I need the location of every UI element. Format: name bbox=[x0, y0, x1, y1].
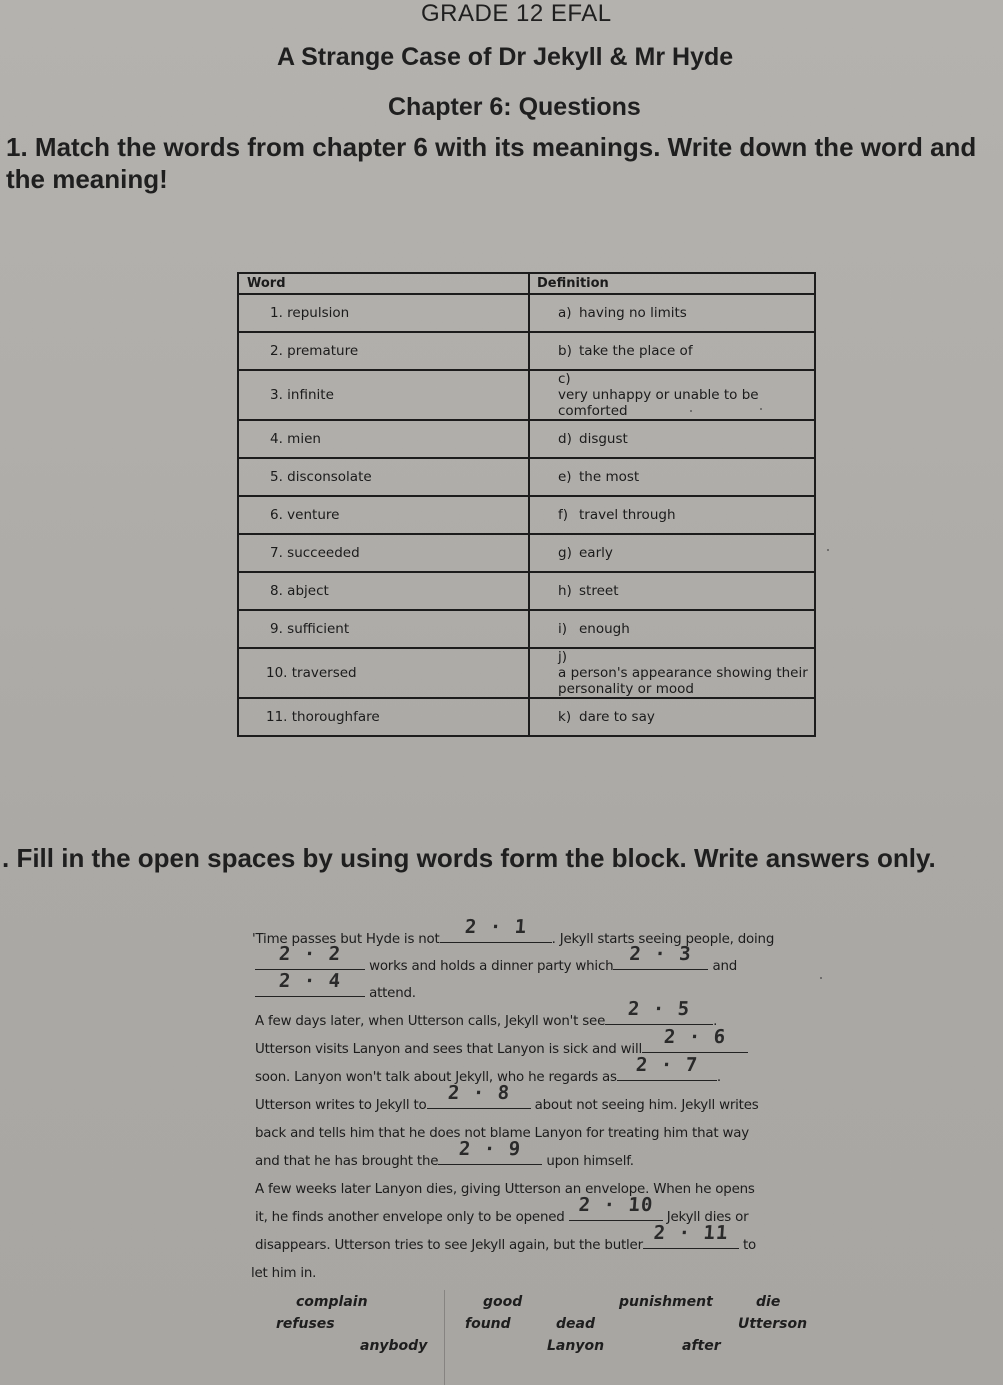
answer-blank-7[interactable] bbox=[617, 1054, 717, 1081]
definition-cell bbox=[529, 610, 815, 648]
table-row bbox=[238, 294, 815, 332]
definition-cell bbox=[529, 458, 815, 496]
handwritten-answer: 2 · 11 bbox=[652, 1222, 729, 1244]
passage-line bbox=[251, 1262, 316, 1286]
definition-label: a) bbox=[558, 305, 572, 321]
paper-speck bbox=[827, 549, 829, 551]
paper-fold-line bbox=[444, 1290, 445, 1385]
passage-text: it, he finds another envelope only to be opened bbox=[255, 1210, 565, 1225]
definition-label: h) bbox=[558, 583, 572, 599]
table-row bbox=[238, 698, 815, 736]
passage-text: attend. bbox=[369, 986, 416, 1001]
table-row bbox=[238, 534, 815, 572]
definition-text: early bbox=[579, 545, 613, 561]
word-cell: 2. premature bbox=[238, 332, 529, 370]
vocabulary-table bbox=[237, 272, 816, 737]
definition-label: k) bbox=[558, 709, 572, 725]
paper-speck bbox=[690, 410, 692, 412]
word-cell: 9. sufficient bbox=[238, 610, 529, 648]
word-cell: 7. succeeded bbox=[238, 534, 529, 572]
definition-text: travel through bbox=[579, 507, 676, 523]
word-bank-item: found bbox=[465, 1316, 511, 1332]
word-bank-item: dead bbox=[556, 1316, 595, 1332]
table-row bbox=[238, 610, 815, 648]
definition-label: e) bbox=[558, 469, 572, 485]
definition-text: having no limits bbox=[579, 305, 687, 321]
table-row bbox=[238, 648, 815, 698]
passage-text: Utterson visits Lanyon and sees that Lanyon is sick and will bbox=[255, 1042, 642, 1057]
definition-column-header: Definition bbox=[529, 273, 815, 294]
definition-cell bbox=[529, 534, 815, 572]
word-cell: 3. infinite bbox=[238, 370, 529, 420]
definition-label: g) bbox=[558, 545, 572, 561]
definition-label: c) bbox=[558, 371, 571, 387]
definition-label: i) bbox=[558, 621, 568, 637]
passage-line bbox=[255, 1178, 755, 1202]
word-cell: 11. thoroughfare bbox=[238, 698, 529, 736]
handwritten-answer: 2 · 8 bbox=[446, 1082, 511, 1104]
word-bank-item: good bbox=[483, 1294, 523, 1310]
grade-heading: GRADE 12 EFAL bbox=[421, 0, 612, 27]
question-2-instruction: . Fill in the open spaces by using words form the block. Write answers only. bbox=[2, 843, 936, 873]
answer-blank-8[interactable] bbox=[427, 1082, 531, 1109]
passage-text: disappears. Utterson tries to see Jekyll again, but the butler bbox=[255, 1238, 643, 1253]
table-header-row bbox=[238, 273, 815, 294]
passage-line bbox=[255, 1082, 759, 1118]
definition-text: disgust bbox=[579, 431, 628, 447]
answer-blank-9[interactable] bbox=[438, 1138, 542, 1165]
handwritten-answer: 2 · 2 bbox=[278, 943, 342, 965]
definition-cell bbox=[529, 698, 815, 736]
table-row bbox=[238, 458, 815, 496]
answer-blank-6[interactable] bbox=[642, 1026, 748, 1053]
word-bank-item: die bbox=[756, 1294, 781, 1310]
definition-text: enough bbox=[579, 621, 630, 637]
passage-text: and that he has brought the bbox=[255, 1154, 439, 1169]
handwritten-answer: 2 · 4 bbox=[278, 970, 342, 992]
table-row bbox=[238, 496, 815, 534]
passage-line bbox=[255, 1222, 757, 1258]
definition-text: dare to say bbox=[579, 709, 655, 725]
word-bank-item: anybody bbox=[360, 1338, 428, 1354]
handwritten-answer: 2 · 6 bbox=[663, 1026, 727, 1048]
passage-text: . Jekyll starts seeing people, doing bbox=[551, 932, 775, 947]
passage-text: upon himself. bbox=[546, 1154, 634, 1169]
passage-text: let him in. bbox=[251, 1266, 317, 1281]
word-bank-item: punishment bbox=[619, 1294, 713, 1310]
definition-cell bbox=[529, 294, 815, 332]
definition-label: b) bbox=[558, 343, 572, 359]
answer-blank-5[interactable] bbox=[605, 998, 713, 1025]
passage-text: A few weeks later Lanyon dies, giving Utterson an envelope. When he opens bbox=[255, 1182, 755, 1197]
definition-label: d) bbox=[558, 431, 572, 447]
definition-cell bbox=[529, 332, 815, 370]
definition-cell bbox=[529, 572, 815, 610]
handwritten-answer: 2 · 7 bbox=[634, 1054, 699, 1076]
definition-text: a person's appearance showing their personality or mood bbox=[558, 665, 808, 697]
answer-blank-4[interactable] bbox=[255, 970, 365, 997]
word-cell: 10. traversed bbox=[238, 648, 529, 698]
definition-text: street bbox=[579, 583, 619, 599]
word-cell: 4. mien bbox=[238, 420, 529, 458]
table-row bbox=[238, 332, 815, 370]
passage-text: and bbox=[712, 959, 738, 974]
word-bank-item: after bbox=[682, 1338, 721, 1354]
handwritten-answer: 2 · 10 bbox=[577, 1194, 654, 1216]
passage-text: about not seeing him. Jekyll writes bbox=[534, 1098, 759, 1113]
passage-text: . bbox=[716, 1070, 721, 1085]
word-bank-item: Utterson bbox=[738, 1316, 808, 1332]
definition-cell bbox=[529, 496, 815, 534]
passage-line bbox=[255, 970, 416, 1006]
passage-text: soon. Lanyon won't talk about Jekyll, who he regards as bbox=[255, 1070, 617, 1085]
document-title: A Strange Case of Dr Jekyll & Mr Hyde bbox=[277, 43, 734, 71]
chapter-heading: Chapter 6: Questions bbox=[388, 93, 641, 121]
definition-cell bbox=[529, 648, 815, 698]
handwritten-answer: 2 · 1 bbox=[463, 916, 528, 938]
passage-text: Jekyll dies or bbox=[666, 1210, 749, 1225]
handwritten-answer: 2 · 5 bbox=[627, 998, 691, 1020]
word-bank-item: refuses bbox=[276, 1316, 335, 1332]
passage-text: A few days later, when Utterson calls, Jekyll won't see bbox=[255, 1014, 606, 1029]
paper-speck bbox=[760, 408, 762, 410]
passage-text: Utterson writes to Jekyll to bbox=[255, 1098, 427, 1113]
definition-text: take the place of bbox=[579, 343, 693, 359]
passage-line bbox=[255, 1138, 634, 1174]
definition-text: the most bbox=[579, 469, 640, 485]
answer-blank-3[interactable] bbox=[613, 943, 708, 970]
handwritten-answer: 2 · 9 bbox=[458, 1138, 523, 1160]
table-row bbox=[238, 572, 815, 610]
passage-text: to bbox=[742, 1238, 757, 1253]
paper-speck bbox=[820, 977, 822, 979]
table-row bbox=[238, 420, 815, 458]
word-bank-item: complain bbox=[296, 1294, 368, 1310]
table-row bbox=[238, 370, 815, 420]
handwritten-answer: 2 · 3 bbox=[629, 943, 693, 965]
passage-text: . bbox=[713, 1014, 718, 1029]
definition-label: f) bbox=[558, 507, 569, 523]
definition-cell bbox=[529, 420, 815, 458]
word-bank-item: Lanyon bbox=[547, 1338, 605, 1354]
question-1-instruction: 1. Match the words from chapter 6 with its meanings. Write down the word and the meaning! bbox=[6, 132, 977, 194]
word-cell: 5. disconsolate bbox=[238, 458, 529, 496]
passage-text: 'Time passes but Hyde is not bbox=[252, 932, 440, 947]
answer-blank-11[interactable] bbox=[643, 1222, 739, 1249]
answer-blank-10[interactable] bbox=[569, 1194, 663, 1221]
passage-text: works and holds a dinner party which bbox=[369, 959, 614, 974]
word-cell: 6. venture bbox=[238, 496, 529, 534]
word-column-header: Word bbox=[238, 273, 529, 294]
word-cell: 1. repulsion bbox=[238, 294, 529, 332]
definition-label: j) bbox=[558, 649, 568, 665]
definition-cell bbox=[529, 370, 815, 420]
answer-blank-1[interactable] bbox=[440, 916, 552, 943]
definition-text: very unhappy or unable to be comforted bbox=[558, 387, 759, 419]
passage-text: back and tells him that he does not blame Lanyon for treating him that way bbox=[255, 1126, 749, 1141]
answer-blank-2[interactable] bbox=[255, 943, 365, 970]
word-cell: 8. abject bbox=[238, 572, 529, 610]
